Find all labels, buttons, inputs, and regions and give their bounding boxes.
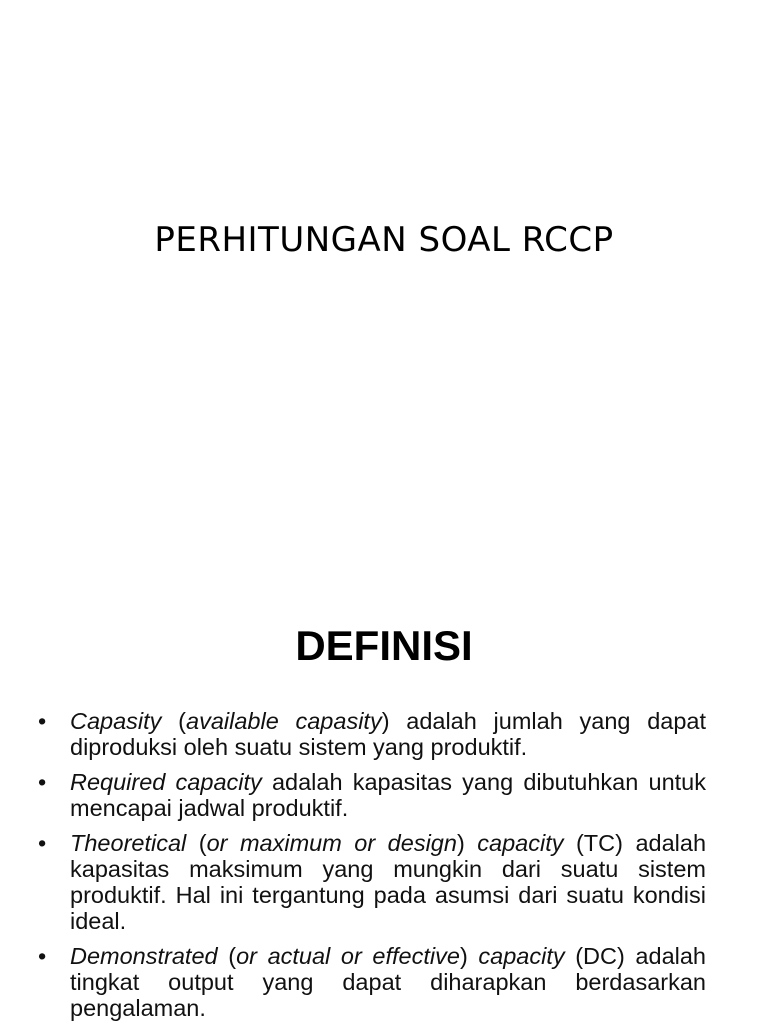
definition-item-demonstrated-capacity	[38, 943, 706, 1021]
definition-text	[70, 769, 706, 821]
text-run: (TC) adalah kapasitas maksimum yang mungkin dari suatu sistem produktif. Hal ini tergantung pada asumsi dari suatu kondisi ideal.	[70, 830, 707, 934]
text-run: (	[217, 943, 237, 969]
term: Theoretical	[70, 830, 187, 856]
definition-list	[38, 708, 706, 1030]
bullet-icon: •	[38, 943, 47, 969]
definition-item-required-capacity	[38, 769, 706, 821]
term: Required capacity	[70, 769, 262, 795]
term: capacity	[478, 943, 565, 969]
term: available capasity	[186, 708, 382, 734]
section-heading: DEFINISI	[295, 622, 473, 669]
definition-text	[70, 943, 706, 1021]
definition-text	[70, 708, 706, 760]
text-run: ) adalah jumlah yang dapat diproduksi oleh suatu sistem yang produktif.	[70, 708, 706, 760]
bullet-icon: •	[38, 769, 47, 795]
term: or maximum or design	[206, 830, 457, 856]
term: Demonstrated	[70, 943, 218, 969]
term: capacity	[477, 830, 564, 856]
term: Capasity	[70, 708, 162, 734]
bullet-icon: •	[38, 830, 47, 856]
text-run: (	[186, 830, 207, 856]
text-run: adalah kapasitas yang dibutuhkan untuk mencapai jadwal produktif.	[70, 769, 706, 821]
definition-item-capasity	[38, 708, 706, 760]
definition-text	[70, 830, 706, 934]
definition-item-theoretical-capacity	[38, 830, 706, 934]
text-run: (	[161, 708, 186, 734]
text-run: (DC) adalah tingkat output yang dapat diharapkan berdasarkan pengalaman.	[70, 943, 707, 1021]
slide-title: PERHITUNGAN SOAL RCCP	[154, 220, 614, 260]
term: or actual or effective	[236, 943, 460, 969]
text-run: )	[456, 830, 478, 856]
bullet-icon: •	[38, 708, 47, 734]
text-run: )	[459, 943, 479, 969]
